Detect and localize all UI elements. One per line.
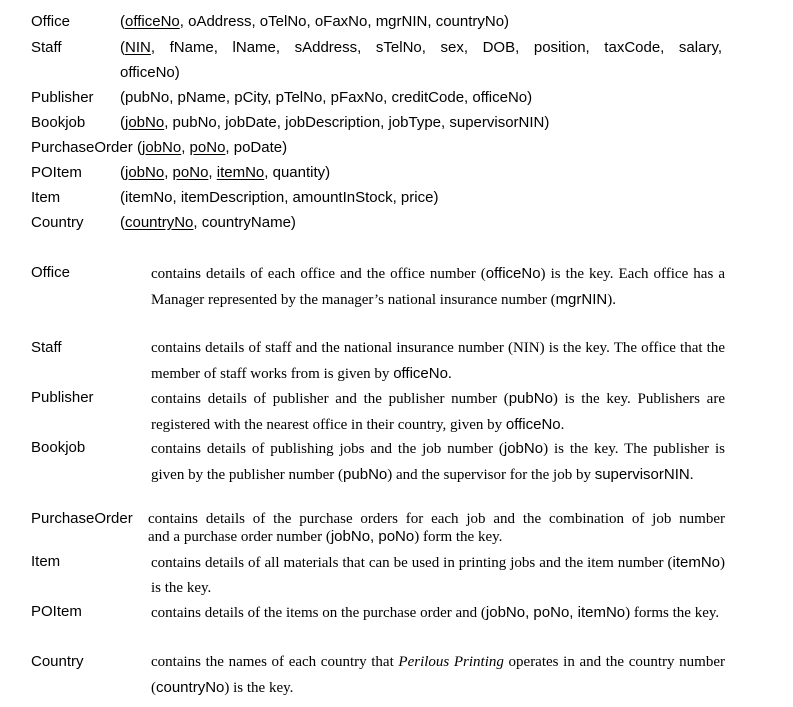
primary-key: countryNo — [125, 214, 194, 231]
relation-attributes: (itemNo, itemDescription, amountInStock, price) — [120, 189, 439, 206]
relation-name: Publisher — [31, 89, 94, 106]
description-text: contains details of all materials that can be used in printing jobs and the item number (itemNo) is the key. — [151, 554, 725, 596]
relation-name: Country — [31, 214, 84, 231]
description-text: contains details of the items on the purchase order and (jobNo, poNo, itemNo) forms the key. — [151, 604, 720, 621]
relation-attributes-continued: officeNo) — [120, 64, 180, 81]
relation-name: Office — [31, 13, 70, 30]
primary-key: jobNo — [125, 164, 165, 181]
relation-attributes: (jobNo, pubNo, jobDate, jobDescription, jobType, supervisorNIN) — [120, 114, 550, 131]
description-term: PurchaseOrder — [31, 510, 133, 527]
description-term: Publisher — [31, 389, 94, 406]
relation-attributes: (jobNo, poNo, itemNo, quantity) — [120, 164, 331, 181]
description-term: POItem — [31, 603, 82, 620]
description-text: contains details of publishing jobs and the job number (jobNo) is the key. The publisher is given by the publisher number (pubNo) and the supervisor for the job by supervisorNIN. — [151, 440, 725, 483]
description-term: Office — [31, 264, 70, 281]
relation-name: Bookjob — [31, 114, 86, 131]
description-text-continued: and a purchase order number (jobNo, poNo) form the key. — [148, 528, 503, 545]
description-text: contains the names of each country that Perilous Printing operates in and the country number (countryNo) is the key. — [151, 654, 725, 696]
relation-name: Staff — [31, 39, 62, 56]
primary-key: poNo — [172, 164, 209, 181]
relation-name: Item — [31, 189, 61, 206]
relation-attributes: (NIN, fName, lName, sAddress, sTelNo, sex, DOB, position, taxCode, salary, — [120, 39, 722, 56]
description-text: contains details of each office and the office number (officeNo) is the key. Each office has a Manager represented by the manager’s national insurance number (mgrNIN). — [151, 265, 725, 308]
relation-name: POItem — [31, 164, 82, 181]
relation-attributes: (jobNo, poNo, poDate) — [137, 139, 288, 156]
relation-attributes: (pubNo, pName, pCity, pTelNo, pFaxNo, creditCode, officeNo) — [120, 89, 533, 106]
relation-attributes: (countryNo, countryName) — [120, 214, 296, 231]
description-text: contains details of the purchase orders for each job and the combination of job number — [148, 511, 725, 527]
relation-attributes: (officeNo, oAddress, oTelNo, oFaxNo, mgrNIN, countryNo) — [120, 13, 510, 30]
description-term: Country — [31, 653, 84, 670]
primary-key: poNo — [189, 139, 226, 156]
primary-key: jobNo — [142, 139, 182, 156]
description-term: Bookjob — [31, 439, 86, 456]
primary-key: NIN — [125, 39, 151, 56]
primary-key: jobNo — [125, 114, 165, 131]
description-text: contains details of publisher and the publisher number (pubNo) is the key. Publishers are registered with the nearest office in their country, given by officeNo. — [151, 390, 725, 433]
company-name: Perilous Printing — [398, 654, 504, 670]
relation-name: PurchaseOrder — [31, 139, 133, 156]
description-term: Staff — [31, 339, 62, 356]
description-text: contains details of staff and the national insurance number (NIN) is the key. The office that the member of staff works from is given by officeNo. — [151, 340, 725, 382]
description-term: Item — [31, 553, 61, 570]
primary-key: officeNo — [125, 13, 180, 30]
primary-key: itemNo — [216, 164, 265, 181]
